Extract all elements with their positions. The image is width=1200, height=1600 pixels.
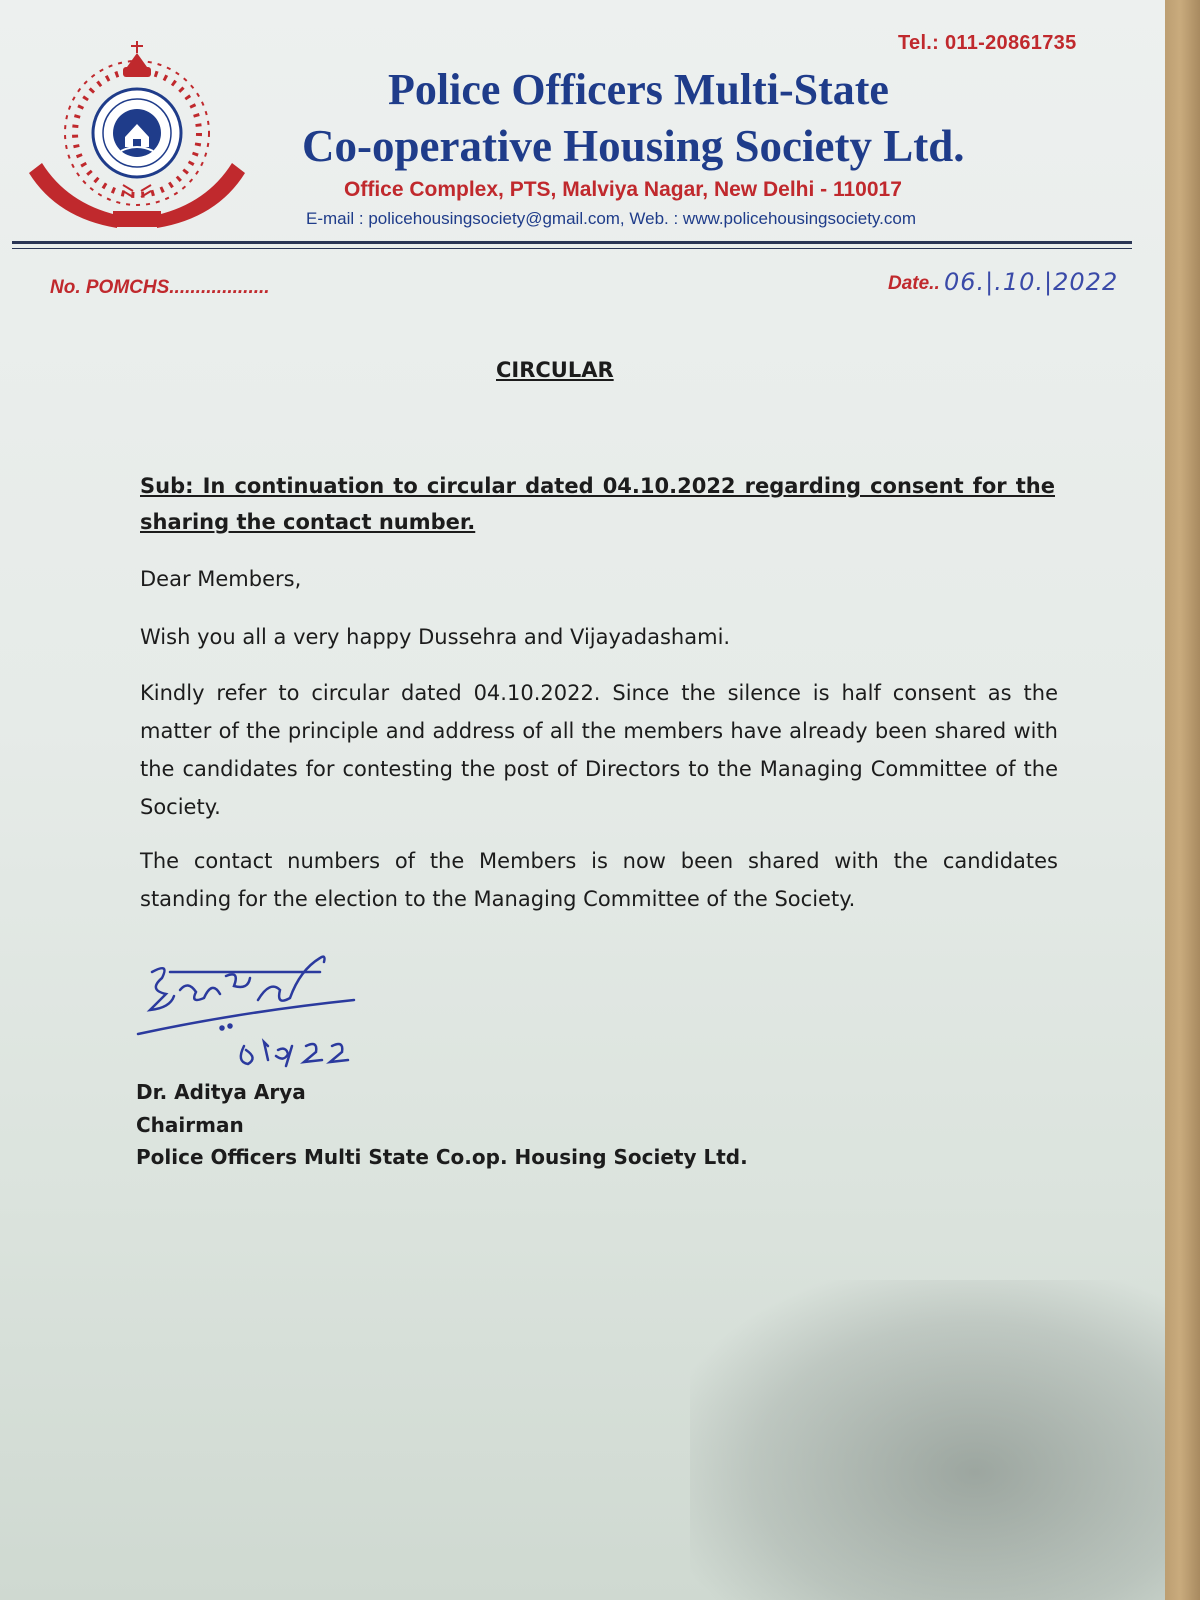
- organization-name-line2: Co-operative Housing Society Ltd.: [302, 121, 965, 171]
- subject-line: Sub: In continuation to circular dated 04.10.2022 regarding consent for the sharing the contact number.: [140, 474, 1055, 534]
- festival-wish: Wish you all a very happy Dussehra and Vijayadashami.: [140, 625, 731, 649]
- circular-heading: CIRCULAR: [496, 358, 614, 382]
- body-paragraph-1: Kindly refer to circular dated 04.10.2022. Since the silence is half consent as the matter of the principle and address of all the members have already been shared with the candidates for contesting the post of Directors to the Managing Committee of the Society.: [140, 681, 1058, 819]
- letterhead-divider: [12, 241, 1132, 244]
- desk-edge: [1160, 0, 1200, 1600]
- body-paragraph-2: The contact numbers of the Members is now been shared with the candidates standing for the election to the Managing Committee of the Society.: [140, 849, 1058, 911]
- telephone-number: Tel.: 011-20861735: [898, 32, 1077, 54]
- organization-name-line1: Police Officers Multi-State: [388, 65, 889, 114]
- reference-number: No. POMCHS...................: [50, 277, 270, 298]
- handwritten-date: 06.|.10.|2022: [944, 268, 1119, 296]
- shadow-overlay: [690, 1280, 1165, 1600]
- letterhead-divider-thin: [12, 248, 1132, 249]
- greeting: Dear Members,: [140, 567, 302, 591]
- date-label: Date..: [888, 273, 940, 294]
- signatory-name: Dr. Aditya Arya: [136, 1080, 306, 1104]
- signatory-organization: Police Officers Multi State Co.op. Housing Society Ltd.: [136, 1145, 748, 1169]
- society-logo-icon: [22, 38, 252, 238]
- signatory-title: Chairman: [136, 1113, 244, 1137]
- email-web-line: E-mail : policehousingsociety@gmail.com, Web. : www.policehousingsociety.com: [306, 209, 916, 228]
- office-address: Office Complex, PTS, Malviya Nagar, New Delhi - 110017: [344, 178, 902, 201]
- handwritten-signature: [130, 950, 410, 1090]
